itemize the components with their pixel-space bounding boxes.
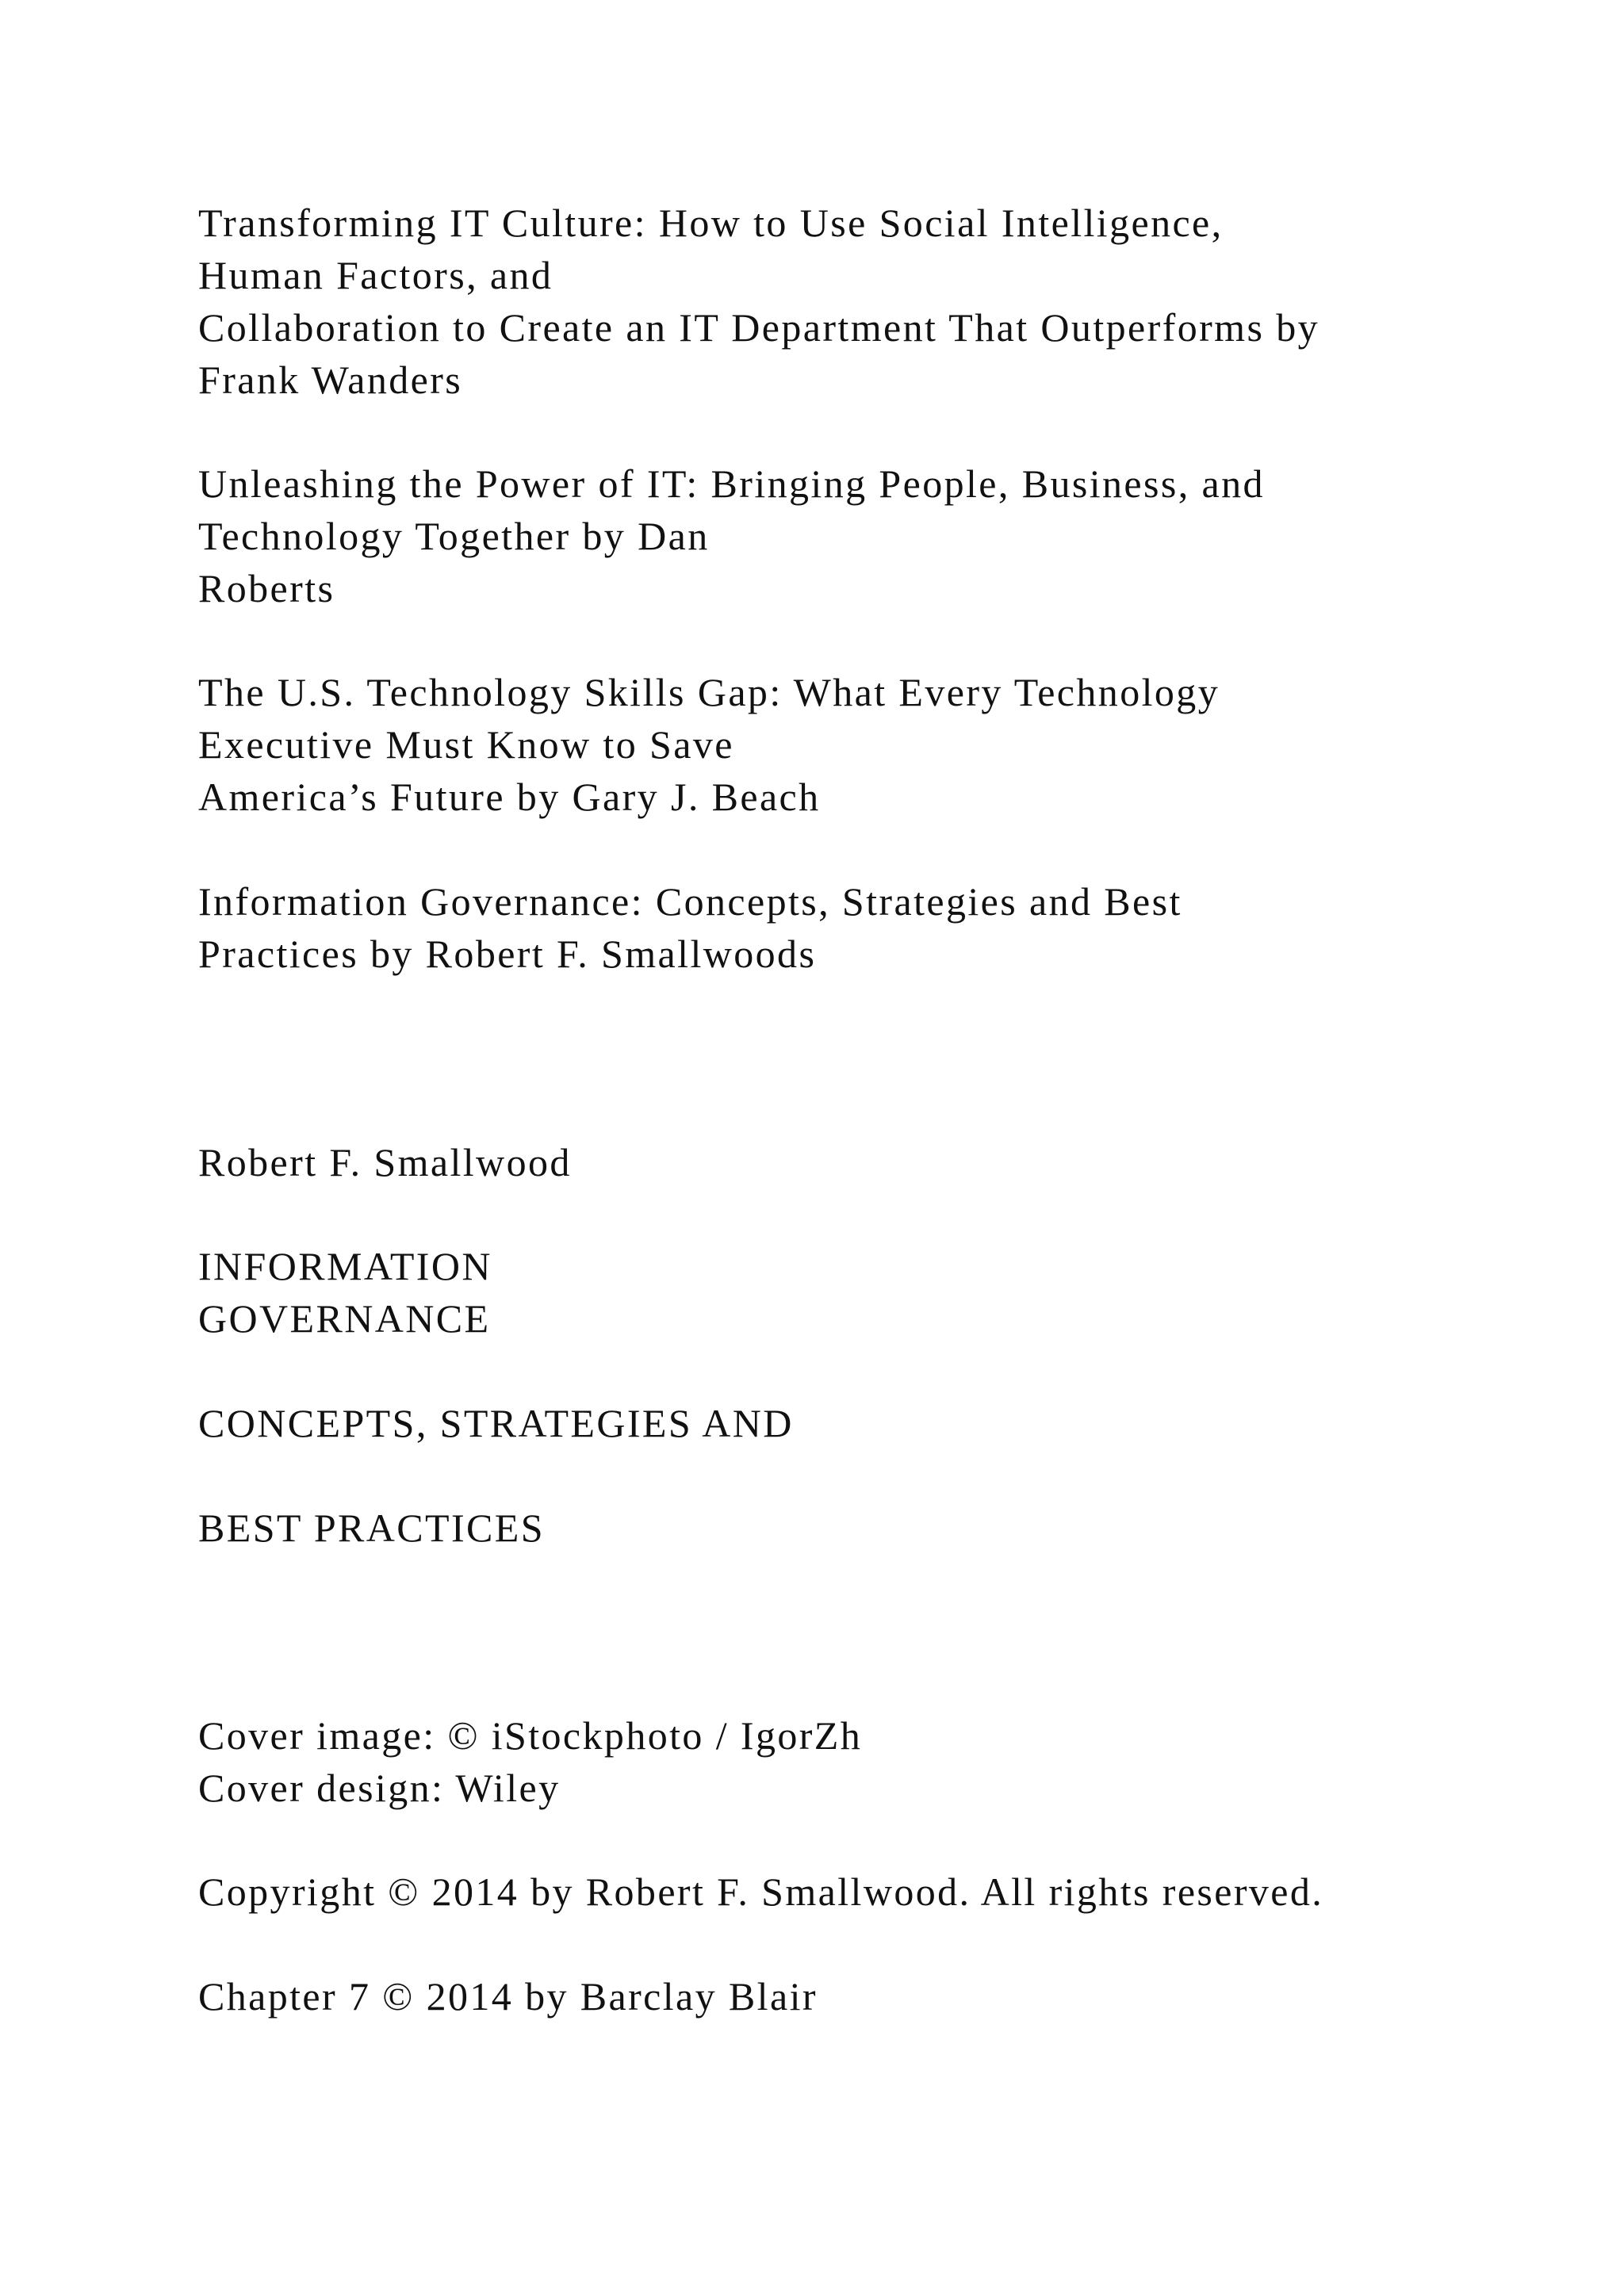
book-entry-transforming-it-culture <box>198 197 1320 406</box>
book-subtitle-line-2: BEST PRACTICES <box>198 1506 545 1550</box>
chapter-copyright-notice: Chapter 7 © 2014 by Barclay Blair <box>198 1974 818 2019</box>
book-entry-line: Transforming IT Culture: How to Use Social Intelligence, <box>198 201 1224 245</box>
book-entry-line: Frank Wanders <box>198 358 463 402</box>
cover-credits <box>198 1709 862 1814</box>
book-entry-information-governance <box>198 875 1182 980</box>
book-entry-unleashing-power-of-it <box>198 457 1265 614</box>
book-entry-line: Information Governance: Concepts, Strategies and Best <box>198 879 1182 924</box>
book-title-line: GOVERNANCE <box>198 1296 491 1341</box>
book-entry-line: Collaboration to Create an IT Department That Outperforms by <box>198 305 1320 350</box>
book-entry-line: The U.S. Technology Skills Gap: What Every Technology <box>198 670 1220 714</box>
book-title-line: INFORMATION <box>198 1244 492 1288</box>
cover-design-credit: Cover design: Wiley <box>198 1766 561 1810</box>
book-entry-line: Human Factors, and <box>198 253 553 297</box>
copyright-notice: Copyright © 2014 by Robert F. Smallwood. All rights reserved. <box>198 1869 1324 1914</box>
book-title <box>198 1240 492 1345</box>
book-entry-line: America’s Future by Gary J. Beach <box>198 775 821 819</box>
book-entry-line: Roberts <box>198 566 335 610</box>
book-entry-line: Unleashing the Power of IT: Bringing People, Business, and <box>198 461 1265 506</box>
book-subtitle-line-1: CONCEPTS, STRATEGIES AND <box>198 1401 794 1445</box>
book-entry-line: Practices by Robert F. Smallwoods <box>198 932 817 976</box>
book-entry-line: Executive Must Know to Save <box>198 722 734 767</box>
author-name: Robert F. Smallwood <box>198 1140 572 1184</box>
cover-image-credit: Cover image: © iStockphoto / IgorZh <box>198 1713 863 1758</box>
book-entry-technology-skills-gap <box>198 666 1220 823</box>
book-entry-line: Technology Together by Dan <box>198 514 710 558</box>
